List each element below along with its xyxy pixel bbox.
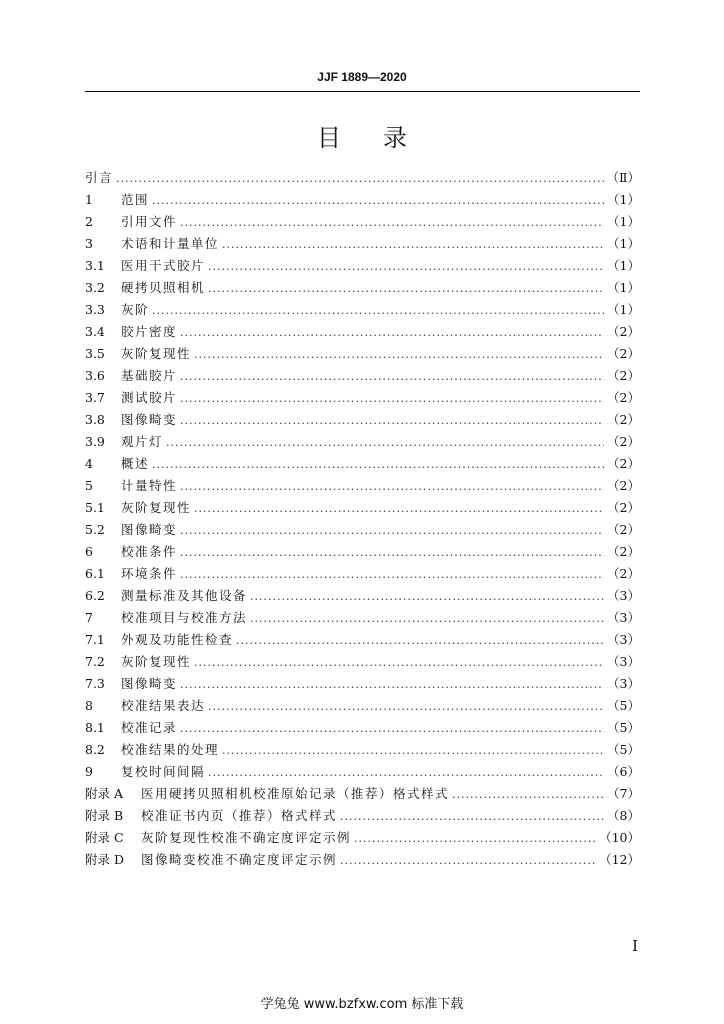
toc-entry-label: 引用文件: [121, 214, 178, 229]
page-number: Ⅰ: [632, 937, 638, 955]
toc-entry-number: 8: [85, 698, 93, 713]
footer-watermark: 学兔兔 www.bzfxw.com 标准下载: [260, 997, 464, 1012]
toc-entry[interactable]: [85, 739, 640, 761]
toc-entry-number: 7.3: [85, 676, 105, 691]
toc-leader-dots: [354, 830, 596, 844]
toc-entry-label: 环境条件: [121, 566, 178, 581]
toc-entry-number: 3.4: [85, 324, 105, 339]
table-of-contents: [85, 167, 640, 871]
toc-entry-label: 概述: [121, 456, 150, 471]
toc-entry[interactable]: [85, 211, 640, 233]
toc-entry-label: 校准结果表达: [121, 698, 206, 713]
toc-entry-number: 5.2: [85, 522, 105, 537]
toc-entry-page: （2）: [607, 390, 640, 405]
toc-entry-page: （6）: [607, 764, 640, 779]
toc-entry[interactable]: [85, 629, 640, 651]
toc-leader-dots: [250, 610, 604, 624]
toc-entry-page: （2）: [607, 434, 640, 449]
toc-entry-number: 附录 B: [85, 808, 124, 823]
toc-entry-number: 2: [85, 214, 93, 229]
toc-entry-number: 3.3: [85, 302, 105, 317]
toc-entry-label: 计量特性: [121, 478, 178, 493]
toc-entry-page: （3）: [607, 676, 640, 691]
toc-entry[interactable]: [85, 475, 640, 497]
toc-entry-page: （5）: [607, 742, 640, 757]
toc-entry[interactable]: [85, 167, 640, 189]
toc-entry[interactable]: [85, 299, 640, 321]
toc-entry[interactable]: [85, 321, 640, 343]
toc-entry[interactable]: [85, 585, 640, 607]
toc-entry-page: （8）: [607, 808, 640, 823]
toc-entry-label: 图像畸变校准不确定度评定示例: [141, 852, 338, 867]
toc-leader-dots: [166, 434, 604, 448]
toc-entry-number: 3.1: [85, 258, 105, 273]
toc-entry-number: 3.7: [85, 390, 105, 405]
toc-leader-dots: [180, 566, 604, 580]
toc-entry-page: （7）: [607, 786, 640, 801]
toc-entry-label: 测量标准及其他设备: [121, 588, 248, 603]
toc-entry-label: 校准项目与校准方法: [121, 610, 248, 625]
toc-leader-dots: [180, 390, 604, 404]
toc-leader-dots: [180, 676, 604, 690]
toc-entry-page: （5）: [607, 720, 640, 735]
toc-entry[interactable]: [85, 277, 640, 299]
toc-leader-dots: [180, 324, 604, 338]
toc-entry-label: 医用硬拷贝照相机校准原始记录（推荐）格式样式: [141, 786, 450, 801]
toc-entry-page: （2）: [607, 566, 640, 581]
toc-entry-label: 灰阶: [121, 302, 150, 317]
toc-entry-page: （12）: [599, 852, 640, 867]
toc-entry-label: 校准结果的处理: [121, 742, 220, 757]
toc-entry-page: （1）: [607, 302, 640, 317]
toc-entry-label: 医用干式胶片: [121, 258, 206, 273]
toc-entry-page: （3）: [607, 632, 640, 647]
toc-entry-number: 附录 D: [85, 852, 124, 867]
toc-entry[interactable]: [85, 497, 640, 519]
toc-entry-page: （2）: [607, 544, 640, 559]
toc-leader-dots: [152, 302, 604, 316]
toc-entry[interactable]: [85, 431, 640, 453]
toc-leader-dots: [250, 588, 604, 602]
toc-leader-dots: [452, 786, 604, 800]
toc-entry-number: 3.6: [85, 368, 105, 383]
toc-leader-dots: [208, 280, 604, 294]
toc-entry[interactable]: [85, 365, 640, 387]
toc-leader-dots: [180, 368, 604, 382]
toc-entry-page: （2）: [607, 500, 640, 515]
toc-entry-page: （2）: [607, 522, 640, 537]
toc-entry-label: 引言: [85, 170, 114, 185]
toc-entry-label: 灰阶复现性: [121, 500, 192, 515]
toc-leader-dots: [208, 764, 604, 778]
toc-entry[interactable]: [85, 519, 640, 541]
toc-leader-dots: [180, 522, 604, 536]
toc-entry-page: （2）: [607, 456, 640, 471]
toc-entry-number: 7: [85, 610, 93, 625]
toc-entry[interactable]: [85, 255, 640, 277]
toc-entry-label: 胶片密度: [121, 324, 178, 339]
toc-entry-number: 5.1: [85, 500, 105, 515]
toc-entry-label: 校准条件: [121, 544, 178, 559]
toc-entry-number: 5: [85, 478, 93, 493]
toc-leader-dots: [180, 478, 604, 492]
toc-entry-label: 图像畸变: [121, 676, 178, 691]
toc-entry[interactable]: [85, 673, 640, 695]
toc-entry[interactable]: [85, 783, 640, 805]
toc-entry[interactable]: [85, 849, 640, 871]
toc-entry-label: 观片灯: [121, 434, 164, 449]
toc-entry[interactable]: [85, 343, 640, 365]
toc-entry-number: 3.9: [85, 434, 105, 449]
toc-entry-number: 6.1: [85, 566, 105, 581]
toc-entry-label: 图像畸变: [121, 412, 178, 427]
toc-entry-label: 测试胶片: [121, 390, 178, 405]
toc-leader-dots: [152, 192, 604, 206]
toc-entry[interactable]: [85, 651, 640, 673]
toc-entry-page: （5）: [607, 698, 640, 713]
toc-entry-label: 硬拷贝照相机: [121, 280, 206, 295]
toc-entry-page: （2）: [607, 368, 640, 383]
toc-entry-number: 附录 C: [85, 830, 124, 845]
page-title: 目录: [317, 124, 449, 152]
toc-entry-number: 附录 A: [85, 786, 124, 801]
toc-entry-number: 3: [85, 236, 93, 251]
toc-entry-label: 外观及功能性检查: [121, 632, 234, 647]
toc-entry-label: 范围: [121, 192, 150, 207]
toc-entry-page: （2）: [607, 324, 640, 339]
toc-entry-label: 灰阶复现性: [121, 346, 192, 361]
header-rule: [85, 91, 640, 92]
toc-entry-label: 复校时间间隔: [121, 764, 206, 779]
toc-entry[interactable]: [85, 695, 640, 717]
toc-leader-dots: [194, 500, 604, 514]
toc-entry[interactable]: [85, 805, 640, 827]
toc-entry-page: （3）: [607, 588, 640, 603]
toc-entry[interactable]: [85, 189, 640, 211]
toc-leader-dots: [208, 698, 604, 712]
toc-leader-dots: [208, 258, 604, 272]
toc-entry-number: 9: [85, 764, 93, 779]
toc-entry-page: （1）: [607, 214, 640, 229]
toc-entry-number: 3.8: [85, 412, 105, 427]
toc-entry-label: 图像畸变: [121, 522, 178, 537]
toc-entry-label: 术语和计量单位: [121, 236, 220, 251]
toc-entry-page: （1）: [607, 192, 640, 207]
toc-entry-label: 基础胶片: [121, 368, 178, 383]
toc-entry[interactable]: [85, 453, 640, 475]
toc-leader-dots: [222, 236, 604, 250]
toc-entry-number: 7.1: [85, 632, 105, 647]
toc-entry-number: 7.2: [85, 654, 105, 669]
toc-leader-dots: [194, 346, 604, 360]
toc-entry-number: 8.1: [85, 720, 105, 735]
toc-entry-number: 1: [85, 192, 93, 207]
toc-leader-dots: [180, 544, 604, 558]
toc-leader-dots: [340, 808, 604, 822]
standard-code-header: JJF 1889—2020: [317, 70, 407, 84]
toc-leader-dots: [180, 720, 604, 734]
toc-leader-dots: [340, 852, 596, 866]
toc-leader-dots: [116, 170, 603, 184]
toc-entry-label: 灰阶复现性校准不确定度评定示例: [141, 830, 352, 845]
toc-entry-page: （2）: [607, 412, 640, 427]
toc-entry[interactable]: [85, 607, 640, 629]
toc-entry-page: （1）: [607, 258, 640, 273]
toc-entry[interactable]: [85, 563, 640, 585]
toc-entry-page: （2）: [607, 478, 640, 493]
toc-entry[interactable]: [85, 717, 640, 739]
toc-entry-number: 4: [85, 456, 93, 471]
toc-entry[interactable]: [85, 409, 640, 431]
toc-entry-number: 3.2: [85, 280, 105, 295]
toc-entry[interactable]: [85, 761, 640, 783]
toc-entry-page: （2）: [607, 346, 640, 361]
toc-leader-dots: [194, 654, 604, 668]
toc-leader-dots: [222, 742, 604, 756]
toc-entry-page: （Ⅱ）: [606, 170, 640, 185]
toc-leader-dots: [180, 214, 604, 228]
toc-entry-number: 6.2: [85, 588, 105, 603]
toc-entry-label: 灰阶复现性: [121, 654, 192, 669]
toc-entry-number: 3.5: [85, 346, 105, 361]
toc-entry[interactable]: [85, 541, 640, 563]
toc-leader-dots: [180, 412, 604, 426]
toc-entry[interactable]: [85, 387, 640, 409]
toc-leader-dots: [152, 456, 604, 470]
toc-entry[interactable]: [85, 827, 640, 849]
toc-entry-page: （10）: [599, 830, 640, 845]
toc-entry-page: （3）: [607, 610, 640, 625]
toc-entry-page: （1）: [607, 236, 640, 251]
toc-entry-page: （3）: [607, 654, 640, 669]
toc-entry-label: 校准记录: [121, 720, 178, 735]
toc-entry-number: 6: [85, 544, 93, 559]
toc-entry-page: （1）: [607, 280, 640, 295]
toc-entry-label: 校准证书内页（推荐）格式样式: [141, 808, 338, 823]
toc-entry-number: 8.2: [85, 742, 105, 757]
toc-entry[interactable]: [85, 233, 640, 255]
toc-leader-dots: [236, 632, 604, 646]
